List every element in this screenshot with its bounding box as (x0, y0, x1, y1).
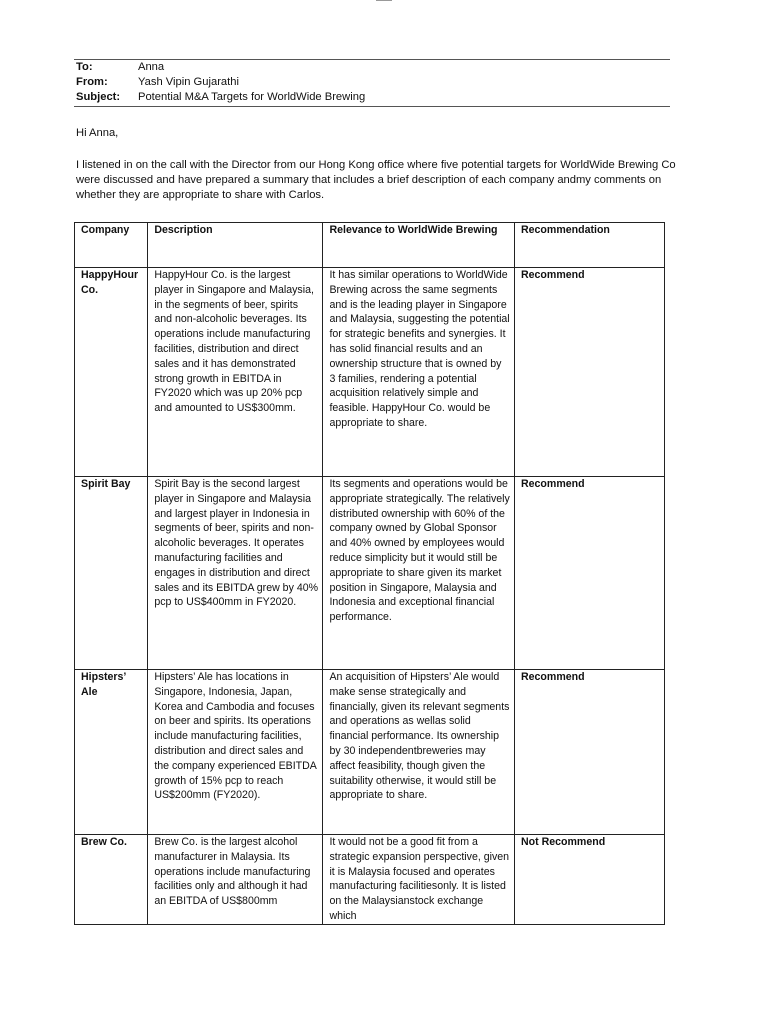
recommendation-cell: Recommend (515, 670, 665, 835)
to-value: Anna (138, 61, 165, 73)
description-cell: Hipsters’ Ale has locations in Singapore, Indonesia, Japan, Korea and Cambodia and focuses on beer and spirits. Its operations include manufacturing facilities, distribution and direct sales and the company experienced EBITDA growth of 15% pcp to reach US$200mm (FY2020). (148, 670, 323, 835)
intro-paragraph: I listened in on the call with the Director from our Hong Kong office where five potential targets for WorldWide Brewing Co were discussed and have prepared a summary that includes a brief description of each company andmy comments on whether they are appropriate to share with Carlos. (76, 159, 676, 201)
relevance-cell: It would not be a good fit from a strategic expansion perspective, given it is Malaysia focused and operates manufacturing facilitiesonly. It is listed on the Malaysianstock exchange which (323, 835, 515, 925)
company-cell: Spirit Bay (75, 477, 148, 670)
col-header-description: Description (148, 223, 323, 268)
from-value: Yash Vipin Gujarathi (138, 76, 239, 88)
recommendation-cell: Recommend (515, 268, 665, 477)
to-label: To: (76, 61, 93, 73)
targets-table (74, 222, 665, 925)
from-label: From: (76, 76, 108, 88)
relevance-cell: It has similar operations to WorldWide Brewing across the same segments and is the leading player in Singapore and Malaysia, suggesting the potential for strategic benefits and synergies. It has solid financial results and an ownership structure that is owned by 3 families, rendering a potential acquisition relatively simple and feasible. HappyHour Co. would be appropriate to share. (323, 268, 515, 477)
table-header-row (75, 223, 665, 268)
page-top-mark (376, 0, 392, 1)
description-cell: Spirit Bay is the second largest player in Singapore and Malaysia and largest player in Indonesia in segments of beer, spirits and non-alcoholic beverages. It operates manufacturing facilities and engages in distribution and direct sales and its EBITDA grew by 40% pcp to US$400mm in FY2020. (148, 477, 323, 670)
company-cell: HappyHour Co. (75, 268, 148, 477)
description-cell: Brew Co. is the largest alcohol manufacturer in Malaysia. Its operations include manufacturing facilities only and although it had an EBITDA of US$800mm (148, 835, 323, 925)
header-bottom-rule (74, 106, 670, 107)
table-row (75, 477, 665, 670)
relevance-cell: Its segments and operations would be appropriate strategically. The relatively distributed ownership with 60% of the company owned by Global Sponsor and 40% owned by employees would reduce simplicity but it would still be appropriate to share given its market position in Singapore, Malaysia and Indonesia and exceptional financial performance. (323, 477, 515, 670)
to-row (76, 60, 365, 75)
email-header (76, 60, 365, 105)
table-row (75, 670, 665, 835)
recommendation-cell: Not Recommend (515, 835, 665, 925)
table-row (75, 268, 665, 477)
col-header-company: Company (75, 223, 148, 268)
col-header-relevance: Relevance to WorldWide Brewing (323, 223, 515, 268)
company-cell: Brew Co. (75, 835, 148, 925)
col-header-recommendation: Recommendation (515, 223, 665, 268)
subject-row (76, 90, 365, 105)
subject-value: Potential M&A Targets for WorldWide Brewing (138, 91, 366, 103)
table-row (75, 835, 665, 925)
company-cell: Hipsters’ Ale (75, 670, 148, 835)
recommendation-cell: Recommend (515, 477, 665, 670)
from-row (76, 75, 365, 90)
greeting: Hi Anna, (76, 127, 119, 139)
description-cell: HappyHour Co. is the largest player in Singapore and Malaysia, in the segments of beer, spirits and non-alcoholic beverages. Its operations include manufacturing facilities, distribution and direct sales and it has demonstrated strong growth in EBITDA in FY2020 which was up 20% pcp and amounted to US$300mm. (148, 268, 323, 477)
relevance-cell: An acquisition of Hipsters’ Ale would make sense strategically and financially, given its relevant segments and operations as wellas solid financial performance. Its ownership by 30 independentbreweries may affect feasibility, though given the suitability otherwise, it would still be appropriate to share. (323, 670, 515, 835)
subject-label: Subject: (76, 91, 121, 103)
